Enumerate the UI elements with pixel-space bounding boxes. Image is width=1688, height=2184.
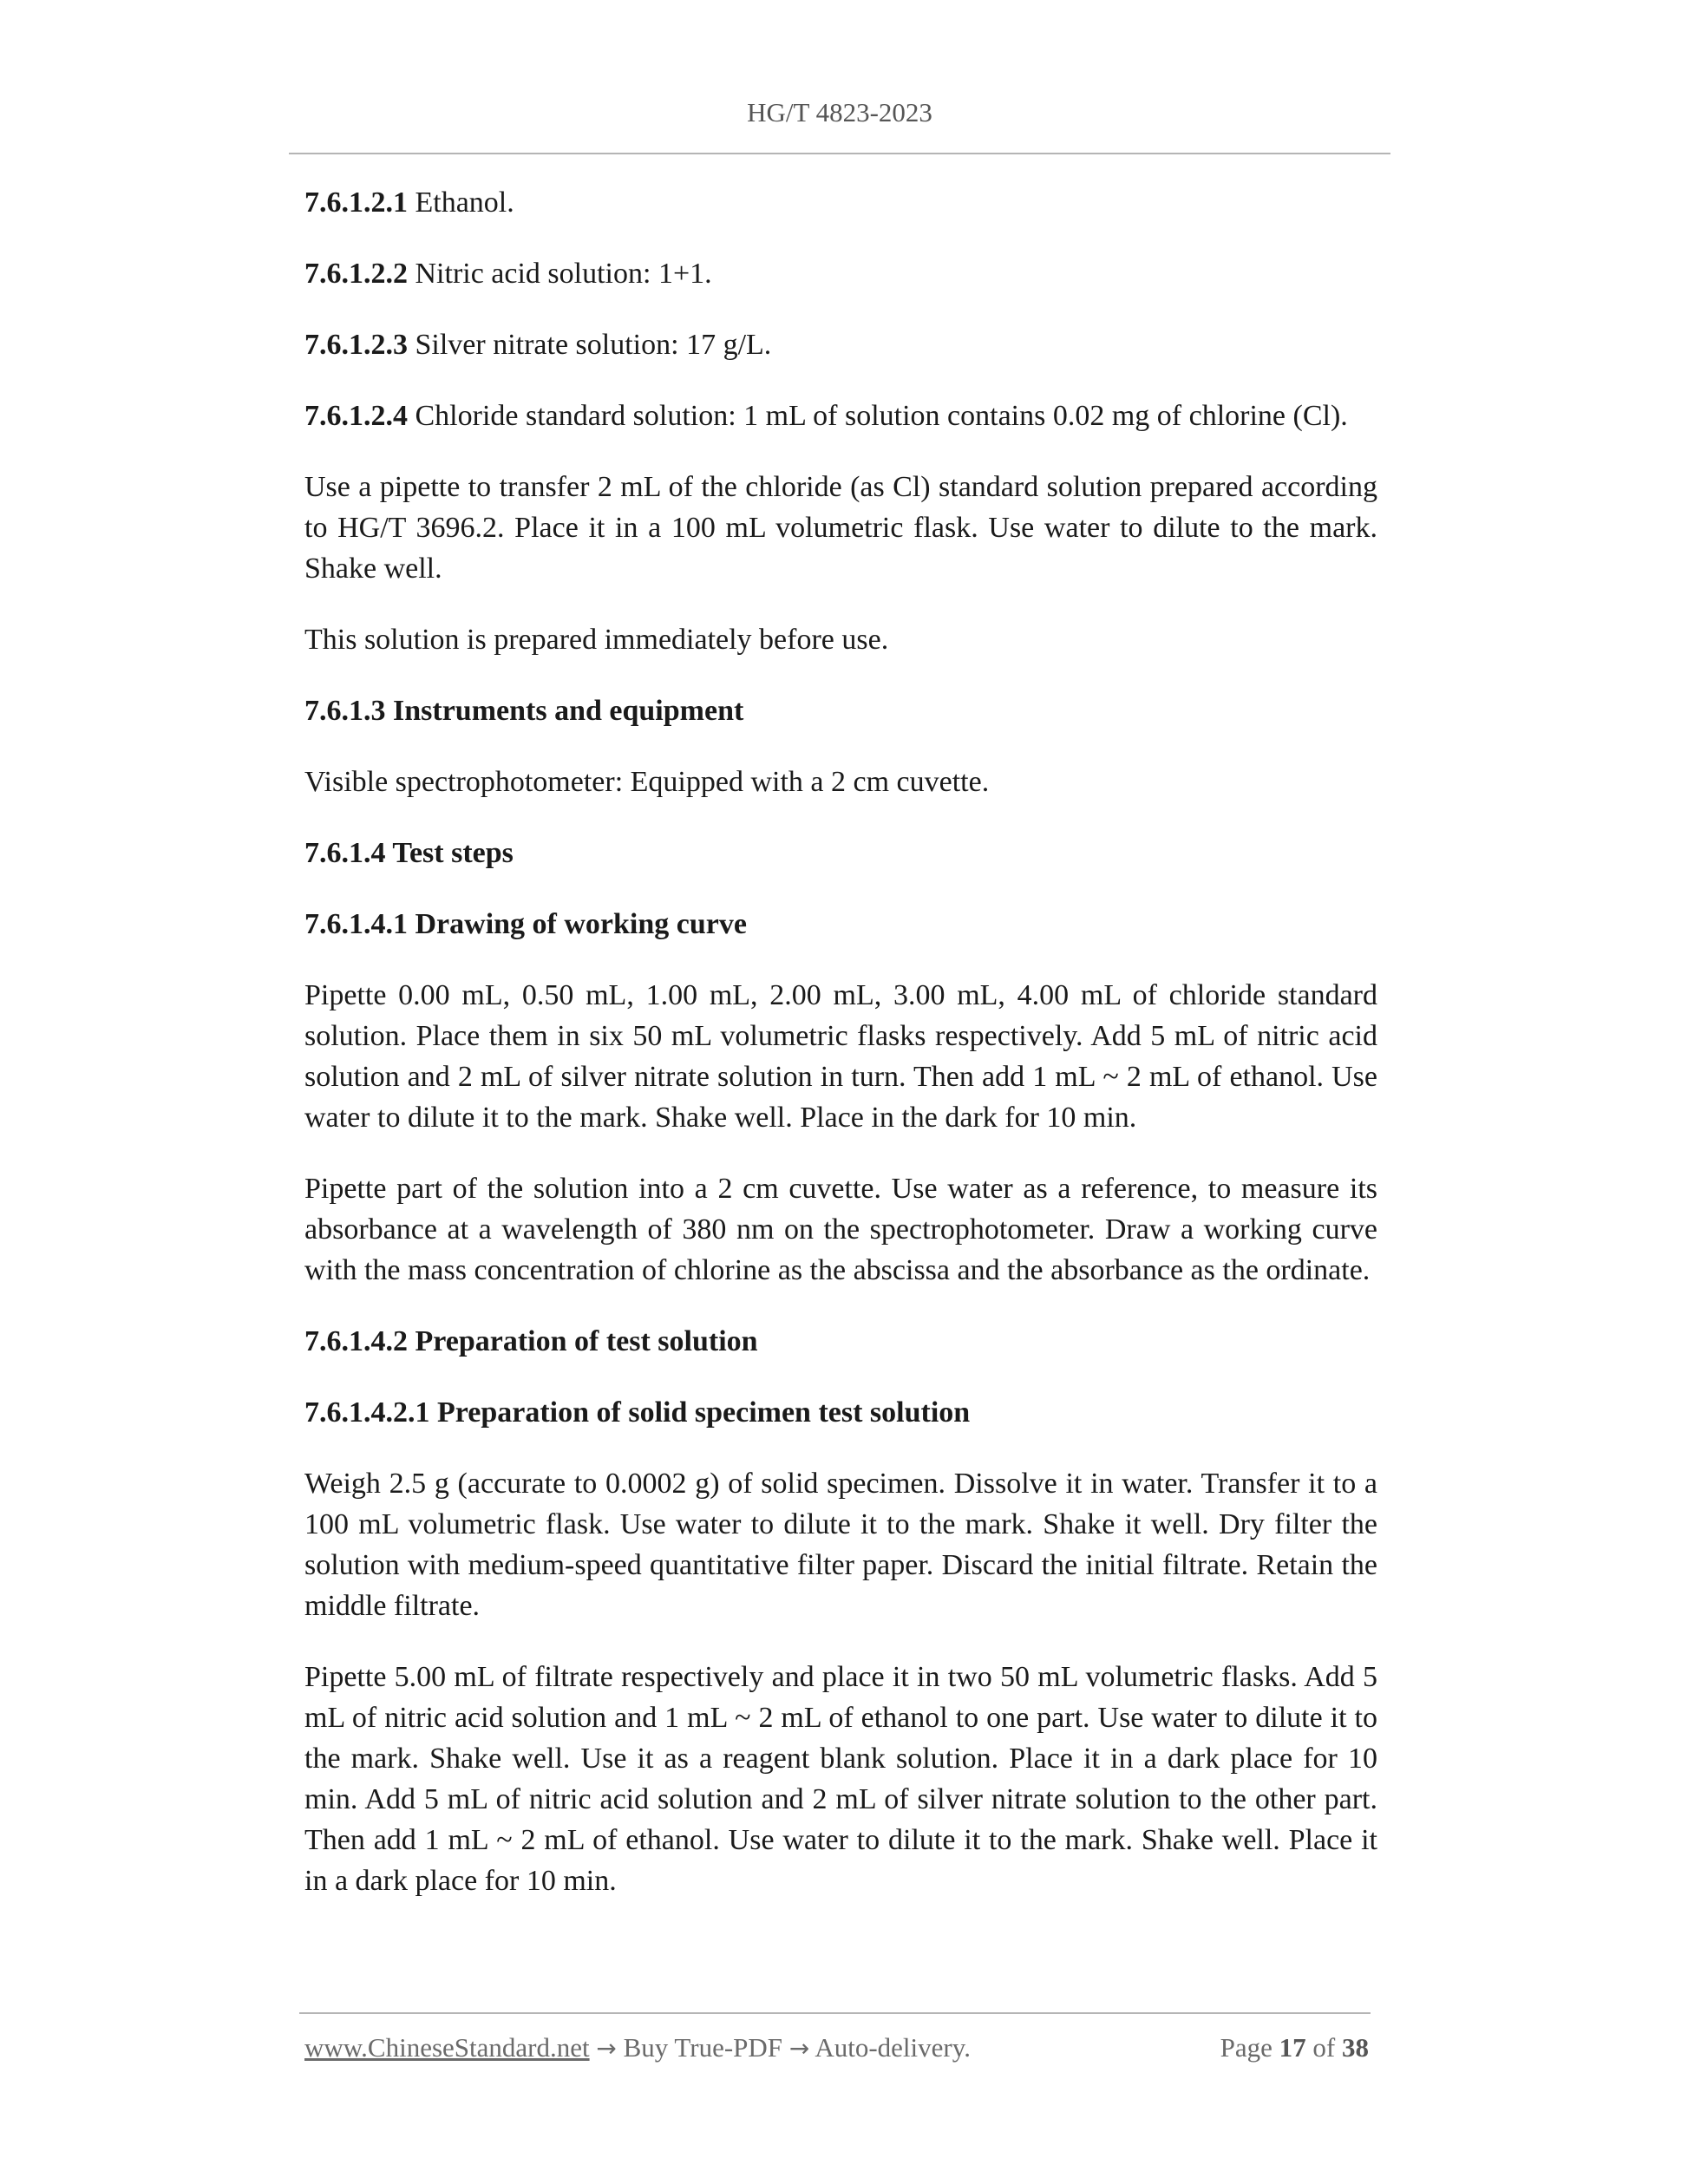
page-label: Page (1220, 2032, 1279, 2063)
total-pages: 38 (1342, 2032, 1369, 2063)
website-link[interactable]: www.ChineseStandard.net (304, 2032, 590, 2063)
paragraph-solid-specimen-2: Pipette 5.00 mL of filtrate respectively and place it in two 50 mL volumetric flasks. Add 5 mL of nitric acid solution and 1 mL ~ 2 mL of ethanol to one part. Use water to dilute it to the mark. Shake well. Use it as a reagent blank solution. Place it in a dark place for 10 min. Add 5 mL of nitric acid solution and 2 mL of silver nitrate solution to the other part. Then add 1 mL ~ 2 mL of ethanol. Use water to dilute it to the mark. Shake well. Place it in a dark place for 10 min. (304, 1661, 1377, 1897)
paragraph-solid-specimen-1: Weigh 2.5 g (accurate to 0.0002 g) of solid specimen. Dissolve it in water. Transfer it to a 100 mL volumetric flask. Use water to dilute it to the mark. Shake it well. Dry filter the solution with medium-speed quantitative filter paper. Discard the initial filtrate. Retain the middle filtrate. (304, 1468, 1377, 1622)
heading-solid-specimen: 7.6.1.4.2.1 Preparation of solid specimen test solution (304, 1396, 971, 1429)
footer-divider (299, 2012, 1371, 2014)
heading-test-steps: 7.6.1.4 Test steps (304, 837, 514, 869)
clause-number: 7.6.1.2.4 (304, 400, 408, 432)
paragraph-working-curve-1: Pipette 0.00 mL, 0.50 mL, 1.00 mL, 2.00 mL, 3.00 mL, 4.00 mL of chloride standard solution. Place them in six 50 mL volumetric flasks respectively. Add 5 mL of nitric acid solution and 2 mL of silver nitrate solution in turn. Then add 1 mL ~ 2 mL of ethanol. Use water to dilute it to the mark. Shake well. Place in the dark for 10 min. (304, 979, 1377, 1134)
arrow-right-icon: → (788, 2034, 810, 2063)
page-number (1220, 2032, 1369, 2063)
heading-test-solution: 7.6.1.4.2 Preparation of test solution (304, 1325, 758, 1357)
paragraph-7-6-1-2-4 (304, 396, 1377, 436)
document-header-title: HG/T 4823-2023 (747, 97, 932, 128)
clause-text: Chloride standard solution: 1 mL of solution contains 0.02 mg of chlorine (Cl). (408, 400, 1348, 432)
arrow-right-icon: → (596, 2034, 617, 2063)
clause-number: 7.6.1.2.1 (304, 186, 408, 219)
paragraph-7-6-1-2-2 (304, 253, 1377, 294)
clause-number: 7.6.1.2.3 (304, 329, 408, 361)
paragraph-working-curve-2: Pipette part of the solution into a 2 cm cuvette. Use water as a reference, to measure its absorbance at a wavelength of 380 nm on the spectrophotometer. Draw a working curve with the mass concentration of chlorine as the abscissa and the absorbance as the ordinate. (304, 1173, 1377, 1286)
footer-promo (304, 2032, 971, 2063)
paragraph-chloride-prep: Use a pipette to transfer 2 mL of the chloride (as Cl) standard solution prepared according to HG/T 3696.2. Place it in a 100 mL volumetric flask. Use water to dilute to the mark. Shake well. (304, 471, 1377, 585)
paragraph-7-6-1-2-3 (304, 324, 1377, 365)
document-body (304, 182, 1377, 1932)
paragraph-spectrophotometer: Visible spectrophotometer: Equipped with a 2 cm cuvette. (304, 766, 990, 798)
clause-text: Nitric acid solution: 1+1. (408, 258, 712, 290)
header-divider (289, 153, 1390, 154)
heading-instruments: 7.6.1.3 Instruments and equipment (304, 695, 744, 727)
clause-text: Silver nitrate solution: 17 g/L. (408, 329, 772, 361)
footer-buy-text: Buy True-PDF (616, 2032, 789, 2063)
current-page: 17 (1279, 2032, 1306, 2063)
paragraph-prep-note: This solution is prepared immediately before use. (304, 624, 889, 656)
footer-delivery-text: Auto-delivery. (809, 2032, 971, 2063)
clause-text: Ethanol. (408, 186, 514, 219)
of-label: of (1305, 2032, 1342, 2063)
heading-working-curve: 7.6.1.4.1 Drawing of working curve (304, 908, 747, 940)
clause-number: 7.6.1.2.2 (304, 258, 408, 290)
paragraph-7-6-1-2-1 (304, 182, 1377, 223)
